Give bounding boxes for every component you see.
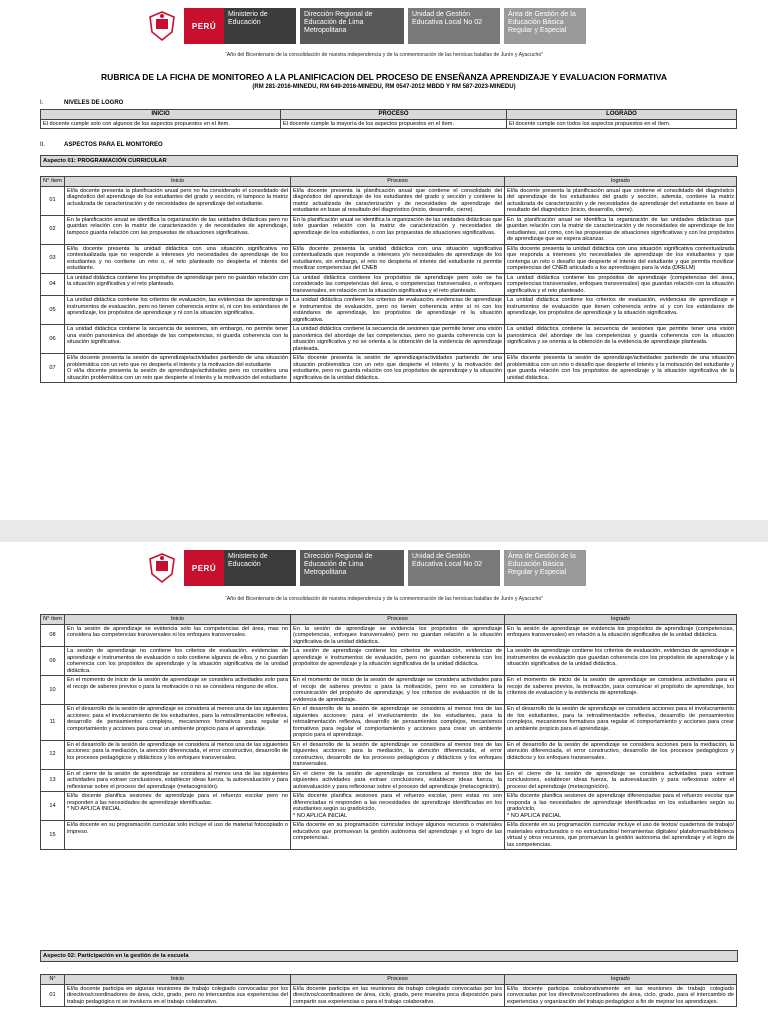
rubric-row bbox=[41, 769, 737, 792]
ugel-label: Unidad de Gestión Educativa Local No 02 bbox=[408, 8, 500, 44]
item-number: 06 bbox=[41, 325, 65, 354]
rubric-table-2 bbox=[40, 614, 737, 850]
col-proceso-header: Proceso bbox=[291, 975, 505, 985]
regional-label: Dirección Regional de Educación de Lima Metropolitana bbox=[300, 8, 404, 44]
rubric-row bbox=[41, 821, 737, 850]
level-logrado-desc: El docente cumple con todos los aspectos propuestos en el ítem. bbox=[507, 119, 737, 129]
col-proceso-header: Proceso bbox=[291, 177, 505, 187]
logrado-cell: En el momento de inicio de la sesión de aprendizaje se considera actividades para el recojo de saberes previos, la motivación, para comunicar el propósito de aprendizaje, los criterios de evaluación y la evidencia de aprendizaje. bbox=[505, 676, 737, 705]
rubric-table-1 bbox=[40, 176, 737, 383]
rubric-row bbox=[41, 740, 737, 769]
peru-coat-of-arms-icon bbox=[140, 8, 184, 44]
col-inicio-header: Inicio bbox=[65, 975, 291, 985]
item-number: 01 bbox=[41, 186, 65, 215]
inicio-cell: El/la docente participa en algunas reuniones de trabajo colegiado convocadas por los directivos/coordinadores de área, ciclo, grado, pero no intercambia sus experiencias del trabajo pedagógico ni se involucra en el trabajo colaborativo. bbox=[65, 984, 291, 1007]
peru-label: PERÚ bbox=[184, 8, 224, 44]
inicio-cell: El/la docente planifica sesiones de aprendizaje para el refuerzo escolar pero no responden a las necesidades de aprendizaje identificadas. * NO APLICA INICIAL bbox=[65, 792, 291, 821]
item-number: 05 bbox=[41, 296, 65, 325]
section-1-heading: I. NIVELES DE LOGRO bbox=[40, 100, 124, 106]
proceso-cell: En el desarrollo de la sesión de aprendizaje se considera al menos tres de las siguientes acciones: para la mediación, la atención diferenciada, el error constructivo, desarrollo de los procesos pedagógicos y didácticos y los enfoques transversales. bbox=[291, 740, 505, 769]
document-subtitle: (RM 281-2016-MINEDU, RM 649-2016-MINEDU, RM 0547-2012 MBDD Y RM 587-2023-MINEDU) bbox=[252, 84, 516, 90]
section-2-heading: II. ASPECTOS PARA EL MONITOREO bbox=[40, 142, 163, 148]
col-logrado-header: logrado bbox=[505, 615, 737, 625]
logrado-cell: El/la docente presenta la planificación anual que contiene el consolidado del diagnóstico del aprendizaje de los estudiantes del grado y sección, además, contiene la matriz actualizada de caracterización y de necesidades de aprendizaje del estudiante en base al resultado del diagnóstico (inicio, desarrollo, cierre). bbox=[505, 186, 737, 215]
level-proceso-desc: El docente cumple la mayoría de los aspectos propuestos en el ítem. bbox=[281, 119, 507, 129]
logrado-cell: En la planificación anual se identifica la organización de las unidades didácticas que guardan relación con la matriz de caracterización y de necesidades de aprendizaje de los estudiantes, así como, con las propuestas de situaciones significativas y con los propósitos de aprendizaje que se espera alcanzar. bbox=[505, 215, 737, 244]
item-number: 12 bbox=[41, 740, 65, 769]
rubric-row bbox=[41, 244, 737, 273]
item-number: 08 bbox=[41, 624, 65, 647]
inicio-cell: La unidad didáctica contiene los criterios de evaluación, las evidencias de aprendizaje o instrumentos de evaluación, pero no tienen coherencia entre sí, ni con los estándares de aprendizaje, los propósitos de aprendizaje y ni con la situación significativa. bbox=[65, 296, 291, 325]
rubric-rows-2 bbox=[41, 624, 737, 850]
logrado-cell: El/la docente participa colaborativamente en las reuniones de trabajo colegiado convocadas por los directivos/coordinadores de área, ciclo, grado, para el intercambio de experiencias y organización del trabajo pedagógico a fin de mejorar los aprendizajes. bbox=[505, 984, 737, 1007]
inicio-cell: La unidad didáctica contiene la secuencia de sesiones, sin embargo, no permite tener una visión panorámica del abordaje de las competencias, ni guarda coherencia con la situación significativa. bbox=[65, 325, 291, 354]
inicio-cell: La unidad didáctica contiene los propósitos de aprendizaje pero no guardan relación con la situación significativa y el reto planteado. bbox=[65, 273, 291, 296]
inicio-cell: En el cierre de la sesión de aprendizaje se considera al menos una de las siguientes actividades para extraer conclusiones, establecer ideas fuerza, la autoevaluación y para reflexionar sobre el proceso del aprendizaje (metacognición). bbox=[65, 769, 291, 792]
rubric-row bbox=[41, 354, 737, 383]
col-inicio-header: Inicio bbox=[65, 177, 291, 187]
rubric-rows-1 bbox=[41, 186, 737, 383]
rubric-row bbox=[41, 647, 737, 676]
year-motto: “Año del Bicentenario de la consolidación de nuestra independencia y de la conmemoración de las heroicas batallas de Junín y Ayacucho” bbox=[225, 596, 543, 602]
logrado-cell: La unidad didáctica contiene los criterios de evaluación, evidencias de aprendizaje e instrumentos de evaluación que tienen coherencia entre sí y con los estándares de aprendizaje, los propósitos de aprendizaje y la situación significativa. bbox=[505, 296, 737, 325]
rubric-table-3 bbox=[40, 974, 737, 1007]
logrado-cell: En el desarrollo de la sesión de aprendizaje se considera acciones para la mediación, la atención diferenciada, el error constructivo, desarrollo de los procesos pedagógicos y didácticos y los enfoques transversales. bbox=[505, 740, 737, 769]
col-logrado-header: logrado bbox=[505, 177, 737, 187]
logrado-cell: El/la docente en su programación curricular incluye el uso de textos/ cuadernos de trabajo/ materiales estructurados o no estructurados/ herramientas digitales/ plataformas/biblioteca virtual y otros recursos, que promuevan la gestión autónoma del aprendizaje y el logro de las competencias. bbox=[505, 821, 737, 850]
inicio-cell: En el momento de inicio de la sesión de aprendizaje se considera actividades solo para el recojo de saberes previos o para la motivación o no se considera ninguno de ellos. bbox=[65, 676, 291, 705]
item-number: 01 bbox=[41, 984, 65, 1007]
area-label: Área de Gestión de la Educación Básica Regular y Especial bbox=[504, 8, 586, 44]
inicio-cell: En el desarrollo de la sesión de aprendizaje se considera al menos una de las siguientes acciones: para la mediación, la atención diferenciada, el error constructivo, desarrollo de los procesos pedagógicos y didácticos y los enfoques transversales. bbox=[65, 740, 291, 769]
item-number: 13 bbox=[41, 769, 65, 792]
item-number: 02 bbox=[41, 215, 65, 244]
regional-label: Dirección Regional de Educación de Lima Metropolitana bbox=[300, 550, 404, 586]
proceso-cell: El/la docente planifica sesiones para el refuerzo escolar, pero estas no son diferenciadas ni responden a las necesidades de aprendizaje identificadas en los estudiantes según su grado/ciclo, * NO APLICA INICIAL bbox=[291, 792, 505, 821]
inicio-cell: La sesión de aprendizaje no contiene los criterios de evaluación, evidencias de aprendizaje e instrumentos de evaluación o solo contiene algunos de ellos, y no guardan coherencia con los propósitos de aprendizaje y la situación significativa de la unidad didáctica. bbox=[65, 647, 291, 676]
col-proceso-header: Proceso bbox=[291, 615, 505, 625]
item-number: 04 bbox=[41, 273, 65, 296]
level-proceso-header: PROCESO bbox=[281, 110, 507, 120]
logrado-cell: La unidad didáctica contiene la secuencia de sesiones que permite tener una visión panorámica del abordaje de las competencias y guarda coherencia con la situación significativa y se orienta a la obtención de la evidencia de aprendizaje planteada. bbox=[505, 325, 737, 354]
institutional-header-2 bbox=[140, 550, 760, 586]
levels-table bbox=[40, 109, 737, 129]
rubric-row bbox=[41, 676, 737, 705]
area-label: Área de Gestión de la Educación Básica Regular y Especial bbox=[504, 550, 586, 586]
institutional-header bbox=[140, 8, 760, 44]
proceso-cell: La unidad didáctica contiene la secuencia de sesiones que permite tener una visión panorámica del abordaje de las competencias, pero no guarda coherencia con la situación significativa y no se orienta a la obtención de la evidencia de aprendizaje planteada. bbox=[291, 325, 505, 354]
col-inicio-header: Inicio bbox=[65, 615, 291, 625]
rubric-row bbox=[41, 792, 737, 821]
logrado-cell: En el cierre de la sesión de aprendizaje se considera actividades para extraer conclusiones, establecer ideas fuerza, la autoevaluación y para reflexionar sobre el proceso del aprendizaje (metacognición). bbox=[505, 769, 737, 792]
ministry-label: Ministerio de Educación bbox=[224, 550, 296, 586]
level-logrado-header: LOGRADO bbox=[507, 110, 737, 120]
logrado-cell: La unidad didáctica contiene los propósitos de aprendizaje (competencias del área, competencias transversales, enfoques transversales) que guardan relación con la situación significativa y el reto planteado. bbox=[505, 273, 737, 296]
proceso-cell: El/la docente participa en las reuniones de trabajo colegiado convocadas por los directivos/coordinadores de área, ciclo, grado, pero muestra poca disposición para compartir sus experiencias o para el trabajo colaborativo. bbox=[291, 984, 505, 1007]
proceso-cell: El/la docente presenta la sesión de aprendizaje/actividades partiendo de una situación problemática con un reto que despierte el interés y la motivación del estudiante, pero no guarda relación con los propósitos de aprendizaje y la situación significativa de la unidad didáctica. bbox=[291, 354, 505, 383]
proceso-cell: En la planificación anual se identifica la organización de las unidades didácticas que solo guardan relación con la matriz de caracterización y necesidades de aprendizaje de los estudiantes, o con las propuestas de situaciones significativas. bbox=[291, 215, 505, 244]
peru-label: PERÚ bbox=[184, 550, 224, 586]
proceso-cell: La unidad didáctica contiene los criterios de evaluación, evidencias de aprendizaje e instrumentos de evaluación, pero no tienen coherencia entre sí ni con los estándares de aprendizaje, los propósitos de aprendizaje ni la situación significativa. bbox=[291, 296, 505, 325]
rubric-row bbox=[41, 215, 737, 244]
item-number: 07 bbox=[41, 354, 65, 383]
ugel-label: Unidad de Gestión Educativa Local No 02 bbox=[408, 550, 500, 586]
rubric-row bbox=[41, 273, 737, 296]
level-inicio-desc: El docente cumple solo con algunos de los aspectos propuestos en el ítem. bbox=[41, 119, 281, 129]
item-number: 15 bbox=[41, 821, 65, 850]
inicio-cell: En la planificación anual se identifica la organización de las unidades didácticas pero no guardan relación con la matriz de caracterización y de necesidades de aprendizaje, tampoco guarda relación con las propuestas de situaciones significativas. bbox=[65, 215, 291, 244]
rubric-row bbox=[41, 705, 737, 741]
page-2 bbox=[0, 542, 768, 1024]
item-number: 09 bbox=[41, 647, 65, 676]
proceso-cell: La unidad didáctica contiene los propósitos de aprendizaje pero solo se ha considerado las competencias del área, o competencias transversales, o enfoques transversales, en relación con la situación significativa y el reto planteado. bbox=[291, 273, 505, 296]
proceso-cell: El/la docente en su programación curricular incluye algunos recursos o materiales educativos que promuevan la gestión autónoma del aprendizaje y el logro de las competencias. bbox=[291, 821, 505, 850]
inicio-cell: El/la docente presenta la planificación anual pero no ha considerado el consolidado del diagnóstico del aprendizaje de los estudiantes del grado y sección, ni tampoco la matriz actualizada de caracterización y de necesidades de aprendizaje del estudiante. bbox=[65, 186, 291, 215]
peru-coat-of-arms-icon bbox=[140, 550, 184, 586]
proceso-cell: El/la docente presenta la unidad didáctica con una situación significativa contextualizada que responde a intereses y/o necesidades de aprendizaje de los estudiantes, sin embargo, el reto no despierta el interés del estudiante ni permite movilizar competencias del CNEB bbox=[291, 244, 505, 273]
proceso-cell: En el desarrollo de la sesión de aprendizaje se considera al menos tres de las siguientes acciones: para el involucramiento de los estudiantes, para la retroalimentación reflexiva, desarrollo de pensamientos complejos, mecanismos formativos para regular el comportamiento y acciones para crear un ambiente propicio para el aprendizaje. bbox=[291, 705, 505, 741]
page-separator bbox=[0, 520, 768, 542]
proceso-cell: El/la docente presenta la planificación anual que contiene el consolidado del diagnóstico del aprendizaje de los estudiantes del grado y sección y contiene la matriz actualizada de caracterización y de necesidades de aprendizaje del estudiante en base al resultado del diagnóstico (inicio, desarrollo, cierre). bbox=[291, 186, 505, 215]
aspect-2-heading: Aspecto 02: Participación en la gestión de la escuela bbox=[40, 950, 738, 962]
inicio-cell: El/la docente presenta la sesión de aprendizaje/actividades partiendo de una situación problemática con un reto que no despierta el interés y la motivación del estudiante O el/la docente presenta la sesión de aprendizaje/actividades pero no considera una situación problemática con un reto que despierte el interés y la motivación del estudiante bbox=[65, 354, 291, 383]
logrado-cell: En la sesión de aprendizaje se evidencia los propósitos de aprendizaje (competencias, enfoques transversales) en relación a la situación significativa de la unidad didáctica. bbox=[505, 624, 737, 647]
inicio-cell: En el desarrollo de la sesión de aprendizaje se considera al menos una de las siguientes acciones: para el involucramiento de los estudiantes, para la retroalimentación reflexiva, desarrollo de pensamientos complejos, mecanismos formativos para regular el comportamiento y acciones para crear un ambiente propicio para el aprendizaje. bbox=[65, 705, 291, 741]
proceso-cell: En el momento de inicio de la sesión de aprendizaje se considera actividades para el recojo de saberes previos o para la motivación, pero no se considera la comunicación del propósito de aprendizaje, y los criterios de evaluación ni de la evidencia de aprendizaje. bbox=[291, 676, 505, 705]
rubric-row bbox=[41, 296, 737, 325]
rubric-rows-3 bbox=[41, 984, 737, 1007]
ministry-label: Ministerio de Educación bbox=[224, 8, 296, 44]
col-item-header: N° bbox=[41, 975, 65, 985]
col-item-header: N° ítem bbox=[41, 615, 65, 625]
proceso-cell: En la sesión de aprendizaje se evidencia los propósitos de aprendizaje (competencias, enfoques transversales) pero no guardan relación a la situación significativa de la unidad didáctica. bbox=[291, 624, 505, 647]
rubric-row bbox=[41, 325, 737, 354]
logrado-cell: En el desarrollo de la sesión de aprendizaje se considera acciones para el involucramiento de los estudiantes, para la retroalimentación reflexiva, desarrollo de pensamientos complejos, mecanismos formativos para regular el comportamiento y acciones para crear un ambiente propicio para el aprendizaje. bbox=[505, 705, 737, 741]
item-number: 14 bbox=[41, 792, 65, 821]
logrado-cell: La sesión de aprendizaje contiene los criterios de evaluación, evidencias de aprendizaje e instrumentos de evaluación que guardan coherencia con los propósitos de aprendizaje y la situación significativa de la unidad didáctica. bbox=[505, 647, 737, 676]
aspect-1-heading: Aspecto 01: PROGRAMACIÓN CURRICULAR bbox=[40, 155, 738, 167]
item-number: 03 bbox=[41, 244, 65, 273]
inicio-cell: El/la docente presenta la unidad didáctica con una situación significativa no contextualizada que no responde a intereses y/o necesidades de aprendizaje de los estudiantes y no contiene un reto o, el reto planteado no despierta el interés del estudiante. bbox=[65, 244, 291, 273]
rubric-row bbox=[41, 186, 737, 215]
logrado-cell: El/la docente planifica sesiones de aprendizaje diferenciadas para el refuerzo escolar que responda a las necesidades de aprendizaje identificadas en los estudiantes según su grado/ciclo, * NO APLICA INICIAL bbox=[505, 792, 737, 821]
col-item-header: N° ítem bbox=[41, 177, 65, 187]
item-number: 10 bbox=[41, 676, 65, 705]
logrado-cell: El/la docente presenta la unidad didáctica con una situación significativa contextualizada que responda a intereses y/o necesidades de aprendizaje de los estudiantes y que contenga un reto o desafío que despierte el interés del estudiante y que permita movilizar competencias del CNEB articulado a los aprendizajes para la vida (DRELM) bbox=[505, 244, 737, 273]
rubric-row bbox=[41, 624, 737, 647]
proceso-cell: En el cierre de la sesión de aprendizaje se considera al menos dos de las siguientes actividades para extraer conclusiones, establecer ideas fuerza, la autoevaluación y para reflexionar sobre el proceso del aprendizaje (metacognición). bbox=[291, 769, 505, 792]
inicio-cell: En la sesión de aprendizaje se evidencia solo las competencias del área, mas no considera las competencias transversales ni los enfoques transversales. bbox=[65, 624, 291, 647]
document-title: RUBRICA DE LA FICHA DE MONITOREO A LA PLANIFICACION DEL PROCESO DE ENSEÑANZA APRENDIZAJE Y EVALUACION FORMATIVA bbox=[101, 72, 667, 82]
year-motto: “Año del Bicentenario de la consolidación de nuestra independencia y de la conmemoración de las heroicas batallas de Junín y Ayacucho” bbox=[225, 52, 543, 58]
logrado-cell: El/la docente presenta la sesión de aprendizaje/actividades partiendo de una situación problemática con un reto o desafío que despierte el interés y la motivación del estudiante y que guarda relación con los propósitos de aprendizaje y la situación significativa de la unidad didáctica. bbox=[505, 354, 737, 383]
col-logrado-header: logrado bbox=[505, 975, 737, 985]
inicio-cell: El/la docente en su programación curricular solo incluye el uso de material fotocopiado o impreso. bbox=[65, 821, 291, 850]
rubric-row bbox=[41, 984, 737, 1007]
proceso-cell: La sesión de aprendizaje contiene los criterios de evaluación, evidencias de aprendizaje e instrumentos de evaluación, pero no guardan coherencia con los propósitos de aprendizaje y la situación significativa de la unidad didáctica. bbox=[291, 647, 505, 676]
item-number: 11 bbox=[41, 705, 65, 741]
level-inicio-header: INICIO bbox=[41, 110, 281, 120]
